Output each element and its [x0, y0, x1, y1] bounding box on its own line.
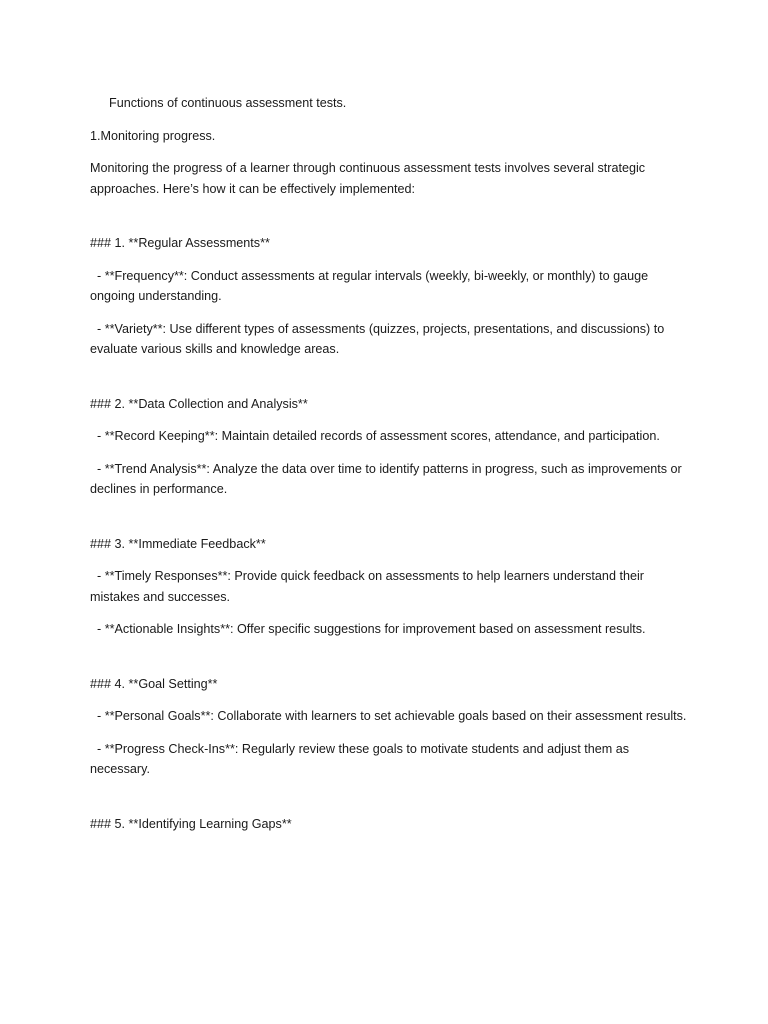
heading-data-collection: ### 2. **Data Collection and Analysis**	[90, 396, 308, 411]
section-heading: 1.Monitoring progress.	[90, 128, 216, 143]
heading-goal-setting: ### 4. **Goal Setting**	[90, 676, 218, 691]
item-frequency: - **Frequency**: Conduct assessments at regular intervals (weekly, bi-weekly, or monthly) to gauge ongoing understanding.	[90, 268, 652, 303]
document-title: Functions of continuous assessment tests.	[109, 96, 347, 110]
intro-paragraph: Monitoring the progress of a learner through continuous assessment tests involves several strategic approaches. Here’s how it can be effectively implemented:	[90, 161, 649, 196]
item-record-keeping: - **Record Keeping**: Maintain detailed records of assessment scores, attendance, and participation.	[90, 429, 660, 443]
heading-immediate-feedback: ### 3. **Immediate Feedback**	[90, 536, 266, 551]
item-progress-check-ins: - **Progress Check-Ins**: Regularly review these goals to motivate students and adjust them as necessary.	[90, 741, 633, 776]
item-actionable-insights: - **Actionable Insights**: Offer specific suggestions for improvement based on assessment results.	[90, 622, 646, 636]
document-page	[90, 93, 690, 846]
heading-learning-gaps: ### 5. **Identifying Learning Gaps**	[90, 816, 292, 831]
item-trend-analysis: - **Trend Analysis**: Analyze the data over time to identify patterns in progress, such as improvements or declines in performance.	[90, 461, 686, 496]
heading-regular-assessments: ### 1. **Regular Assessments**	[90, 236, 270, 250]
item-timely-responses: - **Timely Responses**: Provide quick feedback on assessments to help learners understand their mistakes and successes.	[90, 569, 648, 604]
item-personal-goals: - **Personal Goals**: Collaborate with learners to set achievable goals based on their assessment results.	[90, 709, 687, 723]
item-variety: - **Variety**: Use different types of assessments (quizzes, projects, presentations, and discussions) to evaluate various skills and knowledge areas.	[90, 321, 668, 356]
